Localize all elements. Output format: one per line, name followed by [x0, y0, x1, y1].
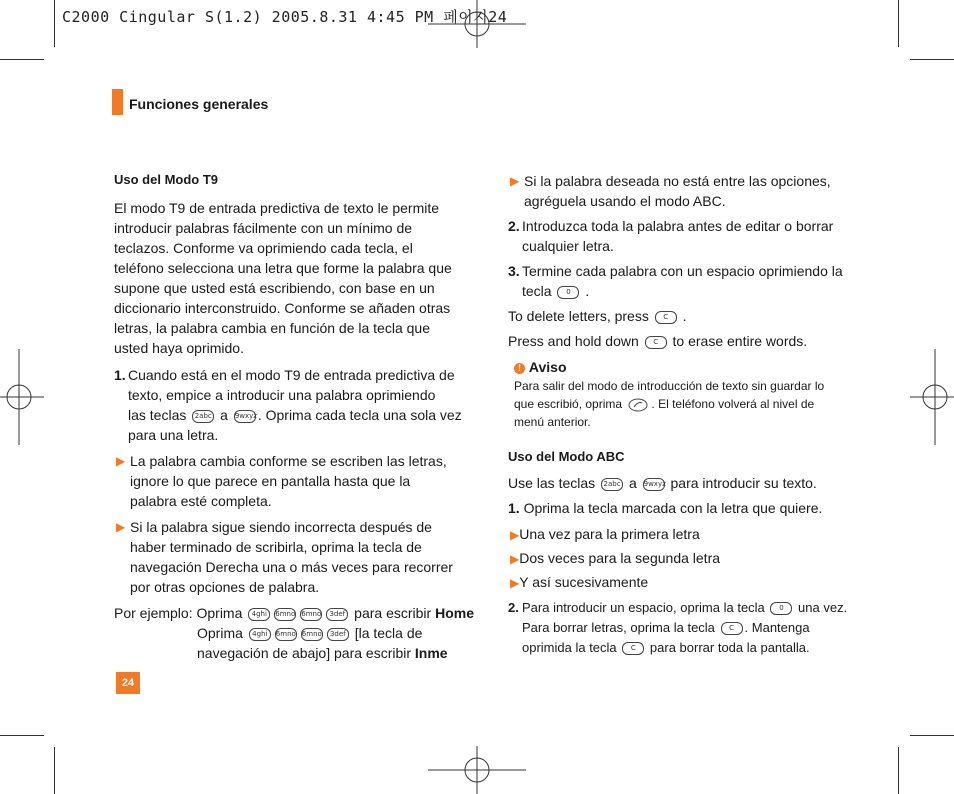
t9-intro: [114, 198, 464, 358]
text-fragment: Press and hold down: [508, 333, 639, 349]
t9-heading: Uso del Modo T9: [114, 172, 218, 187]
text-fragment: para escribir: [354, 605, 432, 621]
key-6-icon: 6mno: [301, 628, 323, 641]
text-fragment: to erase entire words.: [672, 333, 808, 349]
text-line: To delete letters, press C .: [508, 308, 687, 324]
key-2-icon: 2abc: [601, 478, 623, 491]
text-fragment: tecla: [522, 283, 552, 299]
abc-bullet: [508, 524, 868, 545]
text-line: teléfono selecciona una letra que forme la palabra que: [114, 260, 452, 276]
text-line: navegación Derecha una o más veces para recorrer: [130, 559, 453, 575]
key-3-icon: 3def: [326, 608, 348, 621]
step-number: 2.: [508, 218, 520, 234]
text-fragment: que escribió, oprima: [514, 397, 623, 411]
abc-bullet-0: [508, 171, 868, 211]
key-9-icon: 9wxyz: [234, 410, 256, 423]
text-fragment: . Oprima cada tecla una sola vez: [257, 407, 462, 423]
text-line: texto, empice a introducir una palabra oprimiendo: [128, 387, 436, 403]
clear-key-icon: C: [645, 336, 667, 349]
crop-mark: [0, 59, 44, 60]
left-column: [114, 170, 474, 663]
crop-mark: [54, 747, 55, 794]
registration-mark-right: [910, 349, 954, 445]
clear-key-icon: C: [655, 311, 677, 324]
registration-mark-bottom: [428, 746, 526, 794]
text-line: [508, 331, 868, 351]
step-number: 1.: [508, 500, 520, 516]
step-number: 1.: [114, 367, 126, 383]
text-line: La palabra cambia conforme se escriben las letras,: [130, 453, 447, 469]
text-line: El modo T9 de entrada predictiva de texto le permite: [114, 200, 440, 216]
text-line: diccionario interconstruido. Conforme se añaden otras: [114, 300, 451, 316]
text-line: haber terminado de scribirla, oprima la tecla de: [130, 539, 422, 555]
section-title: Funciones generales: [129, 96, 269, 112]
text-line: Introduzca toda la palabra antes de editar o borrar: [522, 218, 834, 234]
text-fragment: To delete letters, press: [508, 308, 649, 324]
text-fragment: [la tecla de: [354, 625, 423, 641]
text-fragment: Oprima la tecla marcada con la letra que quiere.: [523, 500, 823, 516]
crop-mark: [910, 735, 954, 736]
text-fragment: Una vez para la primera letra: [519, 526, 700, 542]
text-line: agréguela usando el modo ABC.: [524, 193, 726, 209]
text-line: [522, 638, 868, 658]
text-line: para una letra.: [128, 427, 219, 443]
registration-mark-left: [0, 349, 44, 445]
abc-heading: Uso del Modo ABC: [508, 449, 625, 464]
text-line: [508, 473, 868, 493]
example-word: Inme: [414, 645, 448, 661]
text-fragment: navegación de abajo] para escribir: [197, 645, 412, 661]
text-line: [514, 395, 868, 413]
arrow-bullet-icon: ▶: [116, 454, 126, 468]
text-fragment: . El teléfono volverá al nivel de: [651, 397, 815, 411]
warning-icon: !: [514, 363, 525, 374]
text-fragment: a: [220, 407, 228, 423]
key-4-icon: 4ghi: [249, 628, 271, 641]
clear-key-icon: C: [622, 642, 644, 655]
text-fragment: una vez.: [798, 600, 848, 615]
text-line: [508, 498, 868, 518]
key-3-icon: 3def: [327, 628, 349, 641]
text-fragment: a: [628, 475, 637, 491]
t9-example: [114, 603, 474, 663]
text-line: usted haya oprimido.: [114, 340, 244, 356]
key-6-icon: 6mno: [275, 628, 297, 641]
abc-bullet: [508, 572, 868, 593]
text-fragment: Dos veces para la segunda letra: [519, 550, 721, 566]
text-fragment: Para introducir un espacio, oprima la tecla: [522, 600, 765, 615]
step-number: 2.: [508, 600, 519, 615]
text-line: Si la palabra sigue siendo incorrecta después de: [130, 519, 432, 535]
key-2-icon: 2abc: [192, 410, 214, 423]
key-9-icon: 9wxyz: [643, 478, 665, 491]
arrow-bullet-icon: ▶: [116, 520, 126, 534]
crop-mark: [910, 59, 954, 60]
text-line: [522, 618, 868, 638]
key-4-icon: 4ghi: [248, 608, 270, 621]
text-fragment: Use las teclas: [508, 475, 596, 491]
text-line: letras, la palabra cambia en función de la tecla que: [114, 320, 430, 336]
text-fragment: oprimida la tecla: [522, 640, 617, 655]
registration-mark-top: [428, 0, 526, 48]
arrow-bullet-icon: ▶: [510, 174, 520, 188]
t9-step-1: [114, 365, 464, 445]
aviso-note: [508, 357, 868, 431]
text-line: [114, 623, 464, 643]
example-word: Home: [435, 605, 474, 621]
crop-mark: [898, 0, 899, 47]
page-number: 24: [116, 672, 140, 694]
step-2: [508, 216, 868, 256]
text-line: tecla 0 .: [522, 283, 590, 299]
text-line: [114, 603, 474, 623]
crop-mark: [898, 747, 899, 794]
text-fragment: para introducir su texto.: [670, 475, 817, 491]
end-call-key-icon: [628, 398, 648, 412]
text-fragment: . Mantenga: [744, 620, 810, 635]
text-line: [114, 643, 464, 663]
print-slug: C2000 Cingular S(1.2) 2005.8.31 4:45 PM 페이지24: [62, 8, 508, 26]
text-line: Para salir del modo de introducción de texto sin guardar lo: [514, 379, 825, 393]
arrow-bullet-icon: ▶: [510, 552, 520, 566]
text-line: supone que usted está escribiendo, con base en un: [114, 280, 435, 296]
step-number: 3.: [508, 263, 520, 279]
crop-mark: [54, 0, 55, 47]
text-line: [128, 405, 464, 425]
text-fragment: las teclas: [128, 407, 187, 423]
text-line: palabra esté completa.: [130, 493, 272, 509]
text-line: cualquier letra.: [522, 238, 614, 254]
text-fragment: para borrar toda la pantalla.: [649, 640, 810, 655]
aviso-title: Aviso: [528, 359, 567, 375]
text-fragment: Por ejemplo: Oprima: [114, 605, 243, 621]
text-line: Termine cada palabra con un espacio oprimiendo la: [522, 263, 843, 279]
key-0-icon: 0: [557, 286, 579, 299]
text-line: menú anterior.: [514, 415, 591, 429]
arrow-bullet-icon: ▶: [510, 576, 520, 590]
key-6-icon: 6mno: [300, 608, 322, 621]
text-line: Si la palabra deseada no está entre las opciones,: [524, 173, 831, 189]
text-line: por otras opciones de palabra.: [130, 579, 320, 595]
arrow-bullet-icon: ▶: [510, 528, 520, 542]
header-accent-bar: [112, 89, 123, 115]
aviso-header: [514, 357, 868, 377]
crop-mark: [0, 735, 44, 736]
right-column: [508, 171, 868, 658]
text-line: [522, 598, 868, 618]
t9-bullet-2: [114, 517, 464, 597]
text-fragment: Y así sucesivamente: [519, 574, 649, 590]
t9-bullet-1: [114, 451, 464, 511]
text-line: Cuando está en el modo T9 de entrada predictiva de: [128, 367, 455, 383]
text-line: teclazos. Conforme va oprimiendo cada tecla, el: [114, 240, 413, 256]
abc-bullet: [508, 548, 868, 569]
clear-key-icon: C: [721, 622, 743, 635]
text-line: introducir palabras fácilmente con un mínimo de: [114, 220, 413, 236]
key-0-icon: 0: [770, 602, 792, 615]
text-line: ignore lo que parece en pantalla hasta que la: [130, 473, 411, 489]
abc-step-2: [508, 598, 868, 658]
text-fragment: Para borrar letras, oprima la tecla: [522, 620, 715, 635]
step-3: [508, 261, 868, 301]
key-6-icon: 6mno: [274, 608, 296, 621]
text-fragment: Oprima: [197, 625, 243, 641]
